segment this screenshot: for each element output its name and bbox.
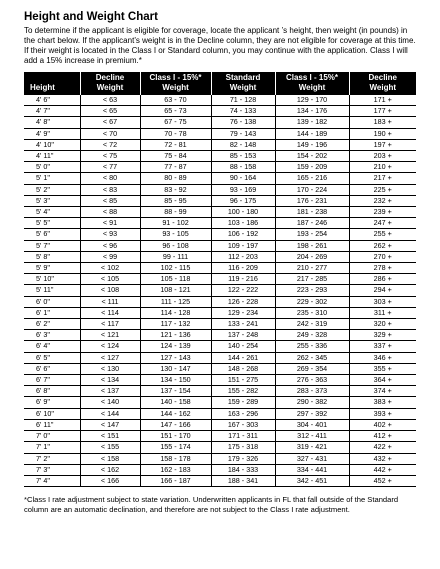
table-row — [24, 195, 416, 206]
decline-low-cell: < 65 — [80, 106, 140, 117]
decline-low-cell: < 130 — [80, 363, 140, 374]
class-one-high-cell: 134 - 176 — [275, 106, 349, 117]
standard-cell: 151 - 275 — [211, 375, 275, 386]
table-header-row — [24, 72, 416, 95]
height-cell: 4' 8" — [24, 117, 80, 128]
class-one-high-cell: 249 - 328 — [275, 330, 349, 341]
decline-low-cell: < 134 — [80, 375, 140, 386]
class-one-low-cell: 70 - 78 — [140, 128, 211, 139]
class-one-low-cell: 108 - 121 — [140, 285, 211, 296]
page-title: Height and Weight Chart — [24, 11, 158, 23]
class-one-low-cell: 151 - 170 — [140, 431, 211, 442]
table-row — [24, 263, 416, 274]
class-one-high-cell: 159 - 209 — [275, 162, 349, 173]
standard-cell: 133 - 241 — [211, 319, 275, 330]
class-one-high-cell: 198 - 261 — [275, 240, 349, 251]
class-one-high-cell: 193 - 254 — [275, 229, 349, 240]
decline-high-cell: 374 + — [349, 386, 416, 397]
decline-low-cell: < 83 — [80, 184, 140, 195]
decline-low-cell: < 102 — [80, 263, 140, 274]
decline-high-cell: 383 + — [349, 397, 416, 408]
footnote: *Class I rate adjustment subject to state variation. Underwritten applicants in FL that fall outside of the Standard column are an automatic declination, and therefore are not subject to the Class I rate adjustment. — [24, 495, 399, 514]
class-one-high-cell: 223 - 293 — [275, 285, 349, 296]
class-one-low-cell: 77 - 87 — [140, 162, 211, 173]
class-one-high-cell: 144 - 189 — [275, 128, 349, 139]
class-one-high-cell: 276 - 363 — [275, 375, 349, 386]
table-row — [24, 319, 416, 330]
standard-cell: 82 - 148 — [211, 139, 275, 150]
standard-cell: 88 - 158 — [211, 162, 275, 173]
height-cell: 6' 3" — [24, 330, 80, 341]
height-cell: 6' 2" — [24, 319, 80, 330]
height-cell: 6' 5" — [24, 352, 80, 363]
class-one-high-cell: 297 - 392 — [275, 408, 349, 419]
table-row — [24, 442, 416, 453]
standard-cell: 109 - 197 — [211, 240, 275, 251]
height-cell: 4' 11" — [24, 151, 80, 162]
decline-low-cell: < 63 — [80, 95, 140, 106]
class-one-low-cell: 130 - 147 — [140, 363, 211, 374]
decline-high-cell: 422 + — [349, 442, 416, 453]
height-cell: 6' 11" — [24, 419, 80, 430]
class-one-high-cell: 334 - 441 — [275, 464, 349, 475]
decline-high-cell: 329 + — [349, 330, 416, 341]
height-cell: 5' 2" — [24, 184, 80, 195]
decline-low-cell: < 75 — [80, 151, 140, 162]
table-row — [24, 464, 416, 475]
class-one-high-cell: 319 - 421 — [275, 442, 349, 453]
header-height: Height — [24, 72, 80, 95]
height-cell: 5' 5" — [24, 218, 80, 229]
table-row — [24, 151, 416, 162]
header-class-one-low: Class I - 15%* Weight — [140, 72, 211, 95]
height-cell: 5' 7" — [24, 240, 80, 251]
class-one-high-cell: 242 - 319 — [275, 319, 349, 330]
class-one-high-cell: 255 - 336 — [275, 341, 349, 352]
decline-high-cell: 442 + — [349, 464, 416, 475]
class-one-low-cell: 80 - 89 — [140, 173, 211, 184]
standard-cell: 155 - 282 — [211, 386, 275, 397]
decline-high-cell: 270 + — [349, 251, 416, 262]
height-cell: 5' 3" — [24, 195, 80, 206]
decline-low-cell: < 158 — [80, 453, 140, 464]
table-row — [24, 397, 416, 408]
class-one-low-cell: 121 - 136 — [140, 330, 211, 341]
table-row — [24, 184, 416, 195]
decline-low-cell: < 99 — [80, 251, 140, 262]
decline-low-cell: < 114 — [80, 307, 140, 318]
decline-high-cell: 225 + — [349, 184, 416, 195]
standard-cell: 93 - 169 — [211, 184, 275, 195]
class-one-low-cell: 83 - 92 — [140, 184, 211, 195]
decline-high-cell: 364 + — [349, 375, 416, 386]
class-one-high-cell: 262 - 345 — [275, 352, 349, 363]
decline-high-cell: 247 + — [349, 218, 416, 229]
decline-high-cell: 452 + — [349, 475, 416, 486]
height-weight-table — [24, 72, 416, 487]
decline-low-cell: < 85 — [80, 195, 140, 206]
class-one-low-cell: 155 - 174 — [140, 442, 211, 453]
standard-cell: 90 - 164 — [211, 173, 275, 184]
decline-low-cell: < 105 — [80, 274, 140, 285]
decline-high-cell: 171 + — [349, 95, 416, 106]
decline-high-cell: 262 + — [349, 240, 416, 251]
standard-cell: 71 - 128 — [211, 95, 275, 106]
table-row — [24, 330, 416, 341]
standard-cell: 140 - 254 — [211, 341, 275, 352]
height-cell: 6' 0" — [24, 296, 80, 307]
table-row — [24, 307, 416, 318]
table-row — [24, 162, 416, 173]
standard-cell: 144 - 261 — [211, 352, 275, 363]
decline-low-cell: < 96 — [80, 240, 140, 251]
standard-cell: 96 - 175 — [211, 195, 275, 206]
standard-cell: 76 - 138 — [211, 117, 275, 128]
class-one-high-cell: 217 - 285 — [275, 274, 349, 285]
class-one-high-cell: 176 - 231 — [275, 195, 349, 206]
class-one-high-cell: 154 - 202 — [275, 151, 349, 162]
table-row — [24, 139, 416, 150]
decline-high-cell: 232 + — [349, 195, 416, 206]
table-row — [24, 251, 416, 262]
decline-low-cell: < 137 — [80, 386, 140, 397]
decline-low-cell: < 70 — [80, 128, 140, 139]
table-row — [24, 375, 416, 386]
height-cell: 7' 0" — [24, 431, 80, 442]
class-one-high-cell: 304 - 401 — [275, 419, 349, 430]
decline-low-cell: < 108 — [80, 285, 140, 296]
class-one-high-cell: 129 - 170 — [275, 95, 349, 106]
decline-low-cell: < 80 — [80, 173, 140, 184]
height-cell: 7' 1" — [24, 442, 80, 453]
table-row — [24, 207, 416, 218]
table-row — [24, 296, 416, 307]
class-one-high-cell: 269 - 354 — [275, 363, 349, 374]
decline-low-cell: < 124 — [80, 341, 140, 352]
class-one-low-cell: 137 - 154 — [140, 386, 211, 397]
standard-cell: 85 - 153 — [211, 151, 275, 162]
class-one-low-cell: 65 - 73 — [140, 106, 211, 117]
class-one-low-cell: 72 - 81 — [140, 139, 211, 150]
class-one-low-cell: 75 - 84 — [140, 151, 211, 162]
class-one-low-cell: 63 - 70 — [140, 95, 211, 106]
standard-cell: 122 - 222 — [211, 285, 275, 296]
class-one-low-cell: 147 - 166 — [140, 419, 211, 430]
header-decline-low: Decline Weight — [80, 72, 140, 95]
standard-cell: 171 - 311 — [211, 431, 275, 442]
table-row — [24, 352, 416, 363]
height-cell: 7' 2" — [24, 453, 80, 464]
table-row — [24, 341, 416, 352]
decline-low-cell: < 93 — [80, 229, 140, 240]
standard-cell: 129 - 234 — [211, 307, 275, 318]
class-one-low-cell: 99 - 111 — [140, 251, 211, 262]
decline-low-cell: < 151 — [80, 431, 140, 442]
class-one-high-cell: 290 - 382 — [275, 397, 349, 408]
class-one-high-cell: 165 - 216 — [275, 173, 349, 184]
standard-cell: 100 - 180 — [211, 207, 275, 218]
height-cell: 6' 1" — [24, 307, 80, 318]
height-cell: 5' 4" — [24, 207, 80, 218]
decline-high-cell: 311 + — [349, 307, 416, 318]
class-one-low-cell: 140 - 158 — [140, 397, 211, 408]
class-one-high-cell: 342 - 451 — [275, 475, 349, 486]
table-row — [24, 431, 416, 442]
decline-low-cell: < 140 — [80, 397, 140, 408]
table-row — [24, 475, 416, 486]
standard-cell: 103 - 186 — [211, 218, 275, 229]
standard-cell: 126 - 228 — [211, 296, 275, 307]
document-page — [24, 10, 416, 514]
table-row — [24, 285, 416, 296]
decline-low-cell: < 88 — [80, 207, 140, 218]
class-one-high-cell: 204 - 269 — [275, 251, 349, 262]
header-class-one-high: Class I - 15%* Weight — [275, 72, 349, 95]
standard-cell: 112 - 203 — [211, 251, 275, 262]
decline-high-cell: 402 + — [349, 419, 416, 430]
height-cell: 4' 9" — [24, 128, 80, 139]
height-cell: 4' 6" — [24, 95, 80, 106]
decline-high-cell: 190 + — [349, 128, 416, 139]
class-one-low-cell: 124 - 139 — [140, 341, 211, 352]
class-one-low-cell: 96 - 108 — [140, 240, 211, 251]
decline-low-cell: < 147 — [80, 419, 140, 430]
table-row — [24, 386, 416, 397]
table-body — [24, 95, 416, 487]
height-cell: 5' 6" — [24, 229, 80, 240]
class-one-high-cell: 210 - 277 — [275, 263, 349, 274]
standard-cell: 179 - 326 — [211, 453, 275, 464]
standard-cell: 106 - 192 — [211, 229, 275, 240]
decline-high-cell: 337 + — [349, 341, 416, 352]
intro-paragraph: To determine if the applicant is eligible for coverage, locate the applicant ’s height, then weight (in pounds) in the chart below. If the applicant’s weight is in the Decline column, they are not eligible for coverage at this time. If their weight is located in the Class I or Standard column, you may continue with the application. Class I will add a 15% increase in premium.* — [24, 26, 416, 65]
table-row — [24, 106, 416, 117]
table-row — [24, 274, 416, 285]
decline-high-cell: 183 + — [349, 117, 416, 128]
class-one-low-cell: 91 - 102 — [140, 218, 211, 229]
class-one-low-cell: 158 - 178 — [140, 453, 211, 464]
table-row — [24, 419, 416, 430]
decline-low-cell: < 155 — [80, 442, 140, 453]
height-cell: 7' 3" — [24, 464, 80, 475]
standard-cell: 137 - 248 — [211, 330, 275, 341]
decline-high-cell: 303 + — [349, 296, 416, 307]
table-row — [24, 453, 416, 464]
height-cell: 5' 11" — [24, 285, 80, 296]
height-cell: 6' 8" — [24, 386, 80, 397]
class-one-low-cell: 144 - 162 — [140, 408, 211, 419]
class-one-low-cell: 117 - 132 — [140, 319, 211, 330]
decline-high-cell: 278 + — [349, 263, 416, 274]
height-cell: 6' 7" — [24, 375, 80, 386]
height-cell: 5' 10" — [24, 274, 80, 285]
decline-low-cell: < 144 — [80, 408, 140, 419]
class-one-high-cell: 187 - 246 — [275, 218, 349, 229]
decline-high-cell: 203 + — [349, 151, 416, 162]
class-one-high-cell: 235 - 310 — [275, 307, 349, 318]
height-cell: 5' 8" — [24, 251, 80, 262]
class-one-low-cell: 85 - 95 — [140, 195, 211, 206]
class-one-low-cell: 111 - 125 — [140, 296, 211, 307]
height-cell: 7' 4" — [24, 475, 80, 486]
table-row — [24, 95, 416, 106]
decline-high-cell: 239 + — [349, 207, 416, 218]
decline-high-cell: 255 + — [349, 229, 416, 240]
standard-cell: 74 - 133 — [211, 106, 275, 117]
class-one-high-cell: 327 - 431 — [275, 453, 349, 464]
standard-cell: 163 - 296 — [211, 408, 275, 419]
height-cell: 5' 9" — [24, 263, 80, 274]
class-one-low-cell: 114 - 128 — [140, 307, 211, 318]
height-cell: 6' 6" — [24, 363, 80, 374]
class-one-high-cell: 181 - 238 — [275, 207, 349, 218]
class-one-high-cell: 170 - 224 — [275, 184, 349, 195]
decline-low-cell: < 67 — [80, 117, 140, 128]
class-one-low-cell: 88 - 99 — [140, 207, 211, 218]
standard-cell: 188 - 341 — [211, 475, 275, 486]
table-row — [24, 117, 416, 128]
decline-low-cell: < 162 — [80, 464, 140, 475]
decline-high-cell: 294 + — [349, 285, 416, 296]
height-cell: 4' 7" — [24, 106, 80, 117]
standard-cell: 79 - 143 — [211, 128, 275, 139]
standard-cell: 184 - 333 — [211, 464, 275, 475]
class-one-low-cell: 127 - 143 — [140, 352, 211, 363]
decline-low-cell: < 127 — [80, 352, 140, 363]
height-cell: 5' 1" — [24, 173, 80, 184]
height-cell: 6' 10" — [24, 408, 80, 419]
decline-high-cell: 393 + — [349, 408, 416, 419]
table-row — [24, 229, 416, 240]
decline-high-cell: 346 + — [349, 352, 416, 363]
standard-cell: 148 - 268 — [211, 363, 275, 374]
header-standard: Standard Weight — [211, 72, 275, 95]
decline-low-cell: < 111 — [80, 296, 140, 307]
decline-low-cell: < 72 — [80, 139, 140, 150]
class-one-high-cell: 139 - 182 — [275, 117, 349, 128]
class-one-low-cell: 93 - 105 — [140, 229, 211, 240]
decline-low-cell: < 91 — [80, 218, 140, 229]
decline-high-cell: 197 + — [349, 139, 416, 150]
height-cell: 6' 4" — [24, 341, 80, 352]
table-row — [24, 218, 416, 229]
decline-low-cell: < 121 — [80, 330, 140, 341]
standard-cell: 119 - 216 — [211, 274, 275, 285]
height-cell: 6' 9" — [24, 397, 80, 408]
class-one-low-cell: 162 - 183 — [140, 464, 211, 475]
standard-cell: 159 - 289 — [211, 397, 275, 408]
class-one-low-cell: 105 - 118 — [140, 274, 211, 285]
class-one-low-cell: 134 - 150 — [140, 375, 211, 386]
decline-high-cell: 320 + — [349, 319, 416, 330]
table-row — [24, 408, 416, 419]
class-one-low-cell: 166 - 187 — [140, 475, 211, 486]
class-one-high-cell: 312 - 411 — [275, 431, 349, 442]
class-one-low-cell: 67 - 75 — [140, 117, 211, 128]
table-row — [24, 240, 416, 251]
class-one-high-cell: 149 - 196 — [275, 139, 349, 150]
height-cell: 5' 0" — [24, 162, 80, 173]
standard-cell: 175 - 318 — [211, 442, 275, 453]
height-cell: 4' 10" — [24, 139, 80, 150]
header-decline-high: Decline Weight — [349, 72, 416, 95]
standard-cell: 116 - 209 — [211, 263, 275, 274]
decline-high-cell: 355 + — [349, 363, 416, 374]
decline-low-cell: < 77 — [80, 162, 140, 173]
decline-high-cell: 177 + — [349, 106, 416, 117]
class-one-low-cell: 102 - 115 — [140, 263, 211, 274]
table-row — [24, 128, 416, 139]
decline-high-cell: 432 + — [349, 453, 416, 464]
decline-high-cell: 286 + — [349, 274, 416, 285]
standard-cell: 167 - 303 — [211, 419, 275, 430]
table-row — [24, 173, 416, 184]
class-one-high-cell: 229 - 302 — [275, 296, 349, 307]
decline-low-cell: < 117 — [80, 319, 140, 330]
decline-high-cell: 412 + — [349, 431, 416, 442]
class-one-high-cell: 283 - 373 — [275, 386, 349, 397]
table-row — [24, 363, 416, 374]
decline-low-cell: < 166 — [80, 475, 140, 486]
decline-high-cell: 210 + — [349, 162, 416, 173]
decline-high-cell: 217 + — [349, 173, 416, 184]
